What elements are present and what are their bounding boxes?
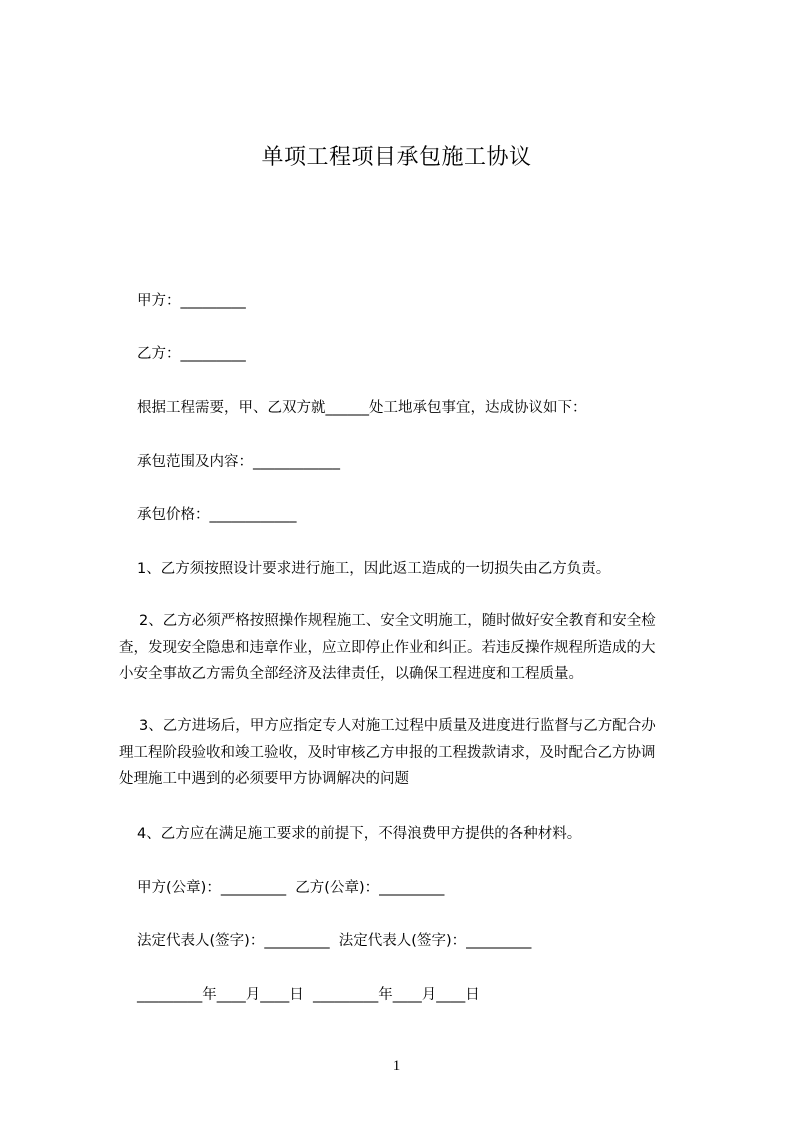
clause-3-line-1: 3、乙方进场后，甲方应指定专人对施工过程中质量及进度进行监督与乙方配合办	[139, 718, 656, 734]
document-title: 单项工程项目承包施工协议	[261, 145, 532, 170]
intro-line: 根据工程需要，甲、乙双方就______处工地承包事宜，达成协议如下：	[137, 400, 587, 416]
clause-2	[119, 608, 709, 688]
clause-3-line-2: 理工程阶段验收和竣工验收，及时审核乙方申报的工程拨款请求，及时配合乙方协调	[119, 744, 656, 761]
clause-3-line-3: 处理施工中遇到的必须要甲方协调解决的问题	[119, 771, 409, 787]
party-a-line: 甲方：_________	[137, 293, 246, 309]
page-number: 1	[392, 1058, 401, 1074]
seal-line: 甲方(公章)：_________ 乙方(公章)：_________	[137, 880, 445, 896]
representative-line: 法定代表人(签字)：_________ 法定代表人(签字)：_________	[137, 933, 532, 949]
clause-2-line-2: 查，发现安全隐患和违章作业，应立即停止作业和纠正。若违反操作规程所造成的大	[119, 639, 656, 656]
party-b-line: 乙方：_________	[137, 346, 246, 362]
clause-2-line-1: 2、乙方必须严格按照操作规程施工、安全文明施工，随时做好安全教育和安全检	[139, 613, 656, 629]
clause-3	[119, 713, 709, 793]
clause-1: 1、乙方须按照设计要求进行施工，因此返工造成的一切损失由乙方负责。	[137, 561, 611, 577]
date-line: _________年____月____日 _________年____月____日	[137, 987, 480, 1003]
price-line: 承包价格：____________	[137, 507, 297, 523]
clause-4: 4、乙方应在满足施工要求的前提下，不得浪费甲方提供的各种材料。	[137, 826, 582, 842]
clause-2-line-3: 小安全事故乙方需负全部经济及法律责任，以确保工程进度和工程质量。	[119, 666, 583, 682]
scope-line: 承包范围及内容：____________	[137, 454, 340, 470]
